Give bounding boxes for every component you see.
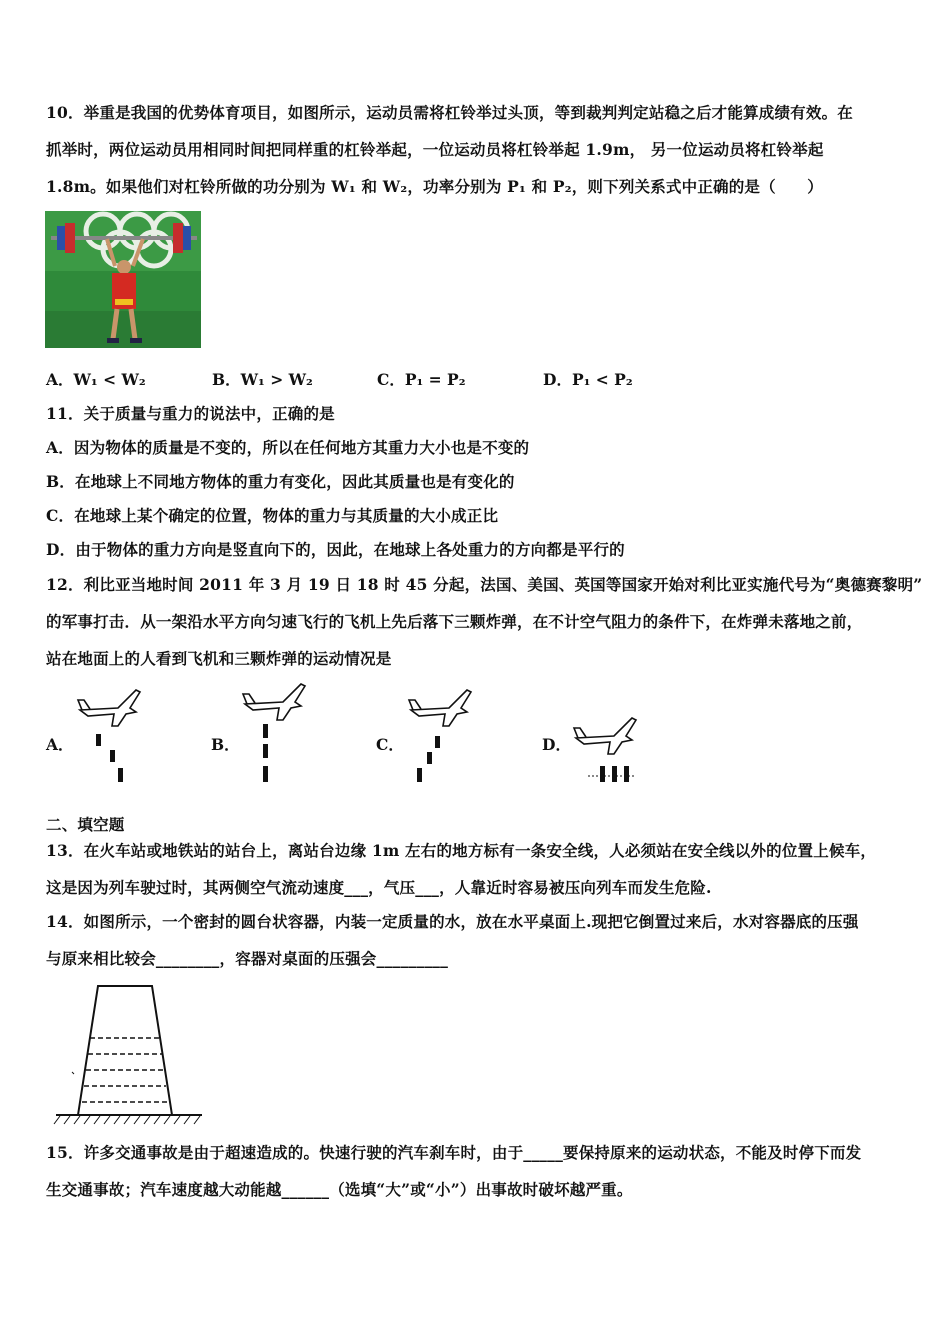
q15-line-1: 15．许多交通事故是由于超速造成的。快速行驶的汽车刹车时，由于_____要保持原来的运动状态，不能及时停下而发 (46, 1143, 862, 1162)
q12-option-a-label: A． (46, 735, 74, 754)
section-2-title: 二、填空题 (46, 815, 125, 834)
q13-line-1: 13．在火车站或地铁站的站台上，离站台边缘 1m 左右的地方标有一条安全线，人必须站在安全线以外的位置上候车， (46, 841, 877, 860)
q10-option-b: B．W₁ > W₂ (212, 370, 313, 389)
q10-line-3: 1.8m。如果他们对杠铃所做的功分别为 W₁ 和 W₂，功率分别为 P₁ 和 P₂，则下列关系式中正确的是（ ） (46, 177, 823, 196)
q12-figure-a (74, 686, 144, 786)
q15-line-2: 生交通事故；汽车速度越大动能越______（选填“大”或“小”）出事故时破坏越严重。 (46, 1180, 633, 1199)
q11-option-d: D．由于物体的重力方向是竖直向下的，因此，在地球上各处重力的方向都是平行的 (46, 540, 625, 559)
q12-line-2: 的军事打击．从一架沿水平方向匀速飞行的飞机上先后落下三颗炸弹，在不计空气阻力的条件下，在炸弹未落地之前， (46, 612, 863, 631)
q12-option-c-label: C． (376, 735, 404, 754)
q11-option-c: C．在地球上某个确定的位置，物体的重力与其质量的大小成正比 (46, 506, 499, 525)
q10-line-1: 10．举重是我国的优势体育项目，如图所示，运动员需将杠铃举过头顶，等到裁判判定站稳之后才能算成绩有效。在 (46, 103, 853, 122)
q10-option-c: C．P₁ = P₂ (377, 370, 466, 389)
q12-line-3: 站在地面上的人看到飞机和三颗炸弹的运动情况是 (46, 649, 392, 668)
weightlifter-photo (45, 211, 201, 348)
q11-option-a: A．因为物体的质量是不变的，所以在任何地方其重力大小也是不变的 (46, 438, 530, 457)
q13-line-2: 这是因为列车驶过时，其两侧空气流动速度___，气压___，人靠近时容易被压向列车而发生危险. (46, 878, 712, 897)
q14-line-2: 与原来相比较会________，容器对桌面的压强会_________ (46, 949, 449, 968)
q12-figure-b (239, 680, 309, 786)
q14-container-figure (52, 980, 204, 1130)
q10-option-d: D．P₁ < P₂ (543, 370, 633, 389)
q12-figure-c (405, 686, 475, 786)
q14-line-1: 14．如图所示，一个密封的圆台状容器，内装一定质量的水，放在水平桌面上.现把它倒置过来后，水对容器底的压强 (46, 912, 859, 931)
q11-option-b: B．在地球上不同地方物体的重力有变化，因此其质量也是有变化的 (46, 472, 515, 491)
q12-figure-d (570, 714, 642, 786)
q10-line-2: 抓举时，两位运动员用相同时间把同样重的杠铃举起，一位运动员将杠铃举起 1.9m， 另一位运动员将杠铃举起 (46, 140, 824, 159)
q11-stem: 11．关于质量与重力的说法中，正确的是 (46, 404, 335, 423)
q12-line-1: 12．利比亚当地时间 2011 年 3 月 19 日 18 时 45 分起，法国、美国、英国等国家开始对利比亚实施代号为“奥德赛黎明” (46, 575, 923, 594)
q10-option-a: A．W₁ < W₂ (46, 370, 146, 389)
q12-option-b-label: B． (211, 735, 240, 754)
q12-option-d-label: D． (542, 735, 571, 754)
